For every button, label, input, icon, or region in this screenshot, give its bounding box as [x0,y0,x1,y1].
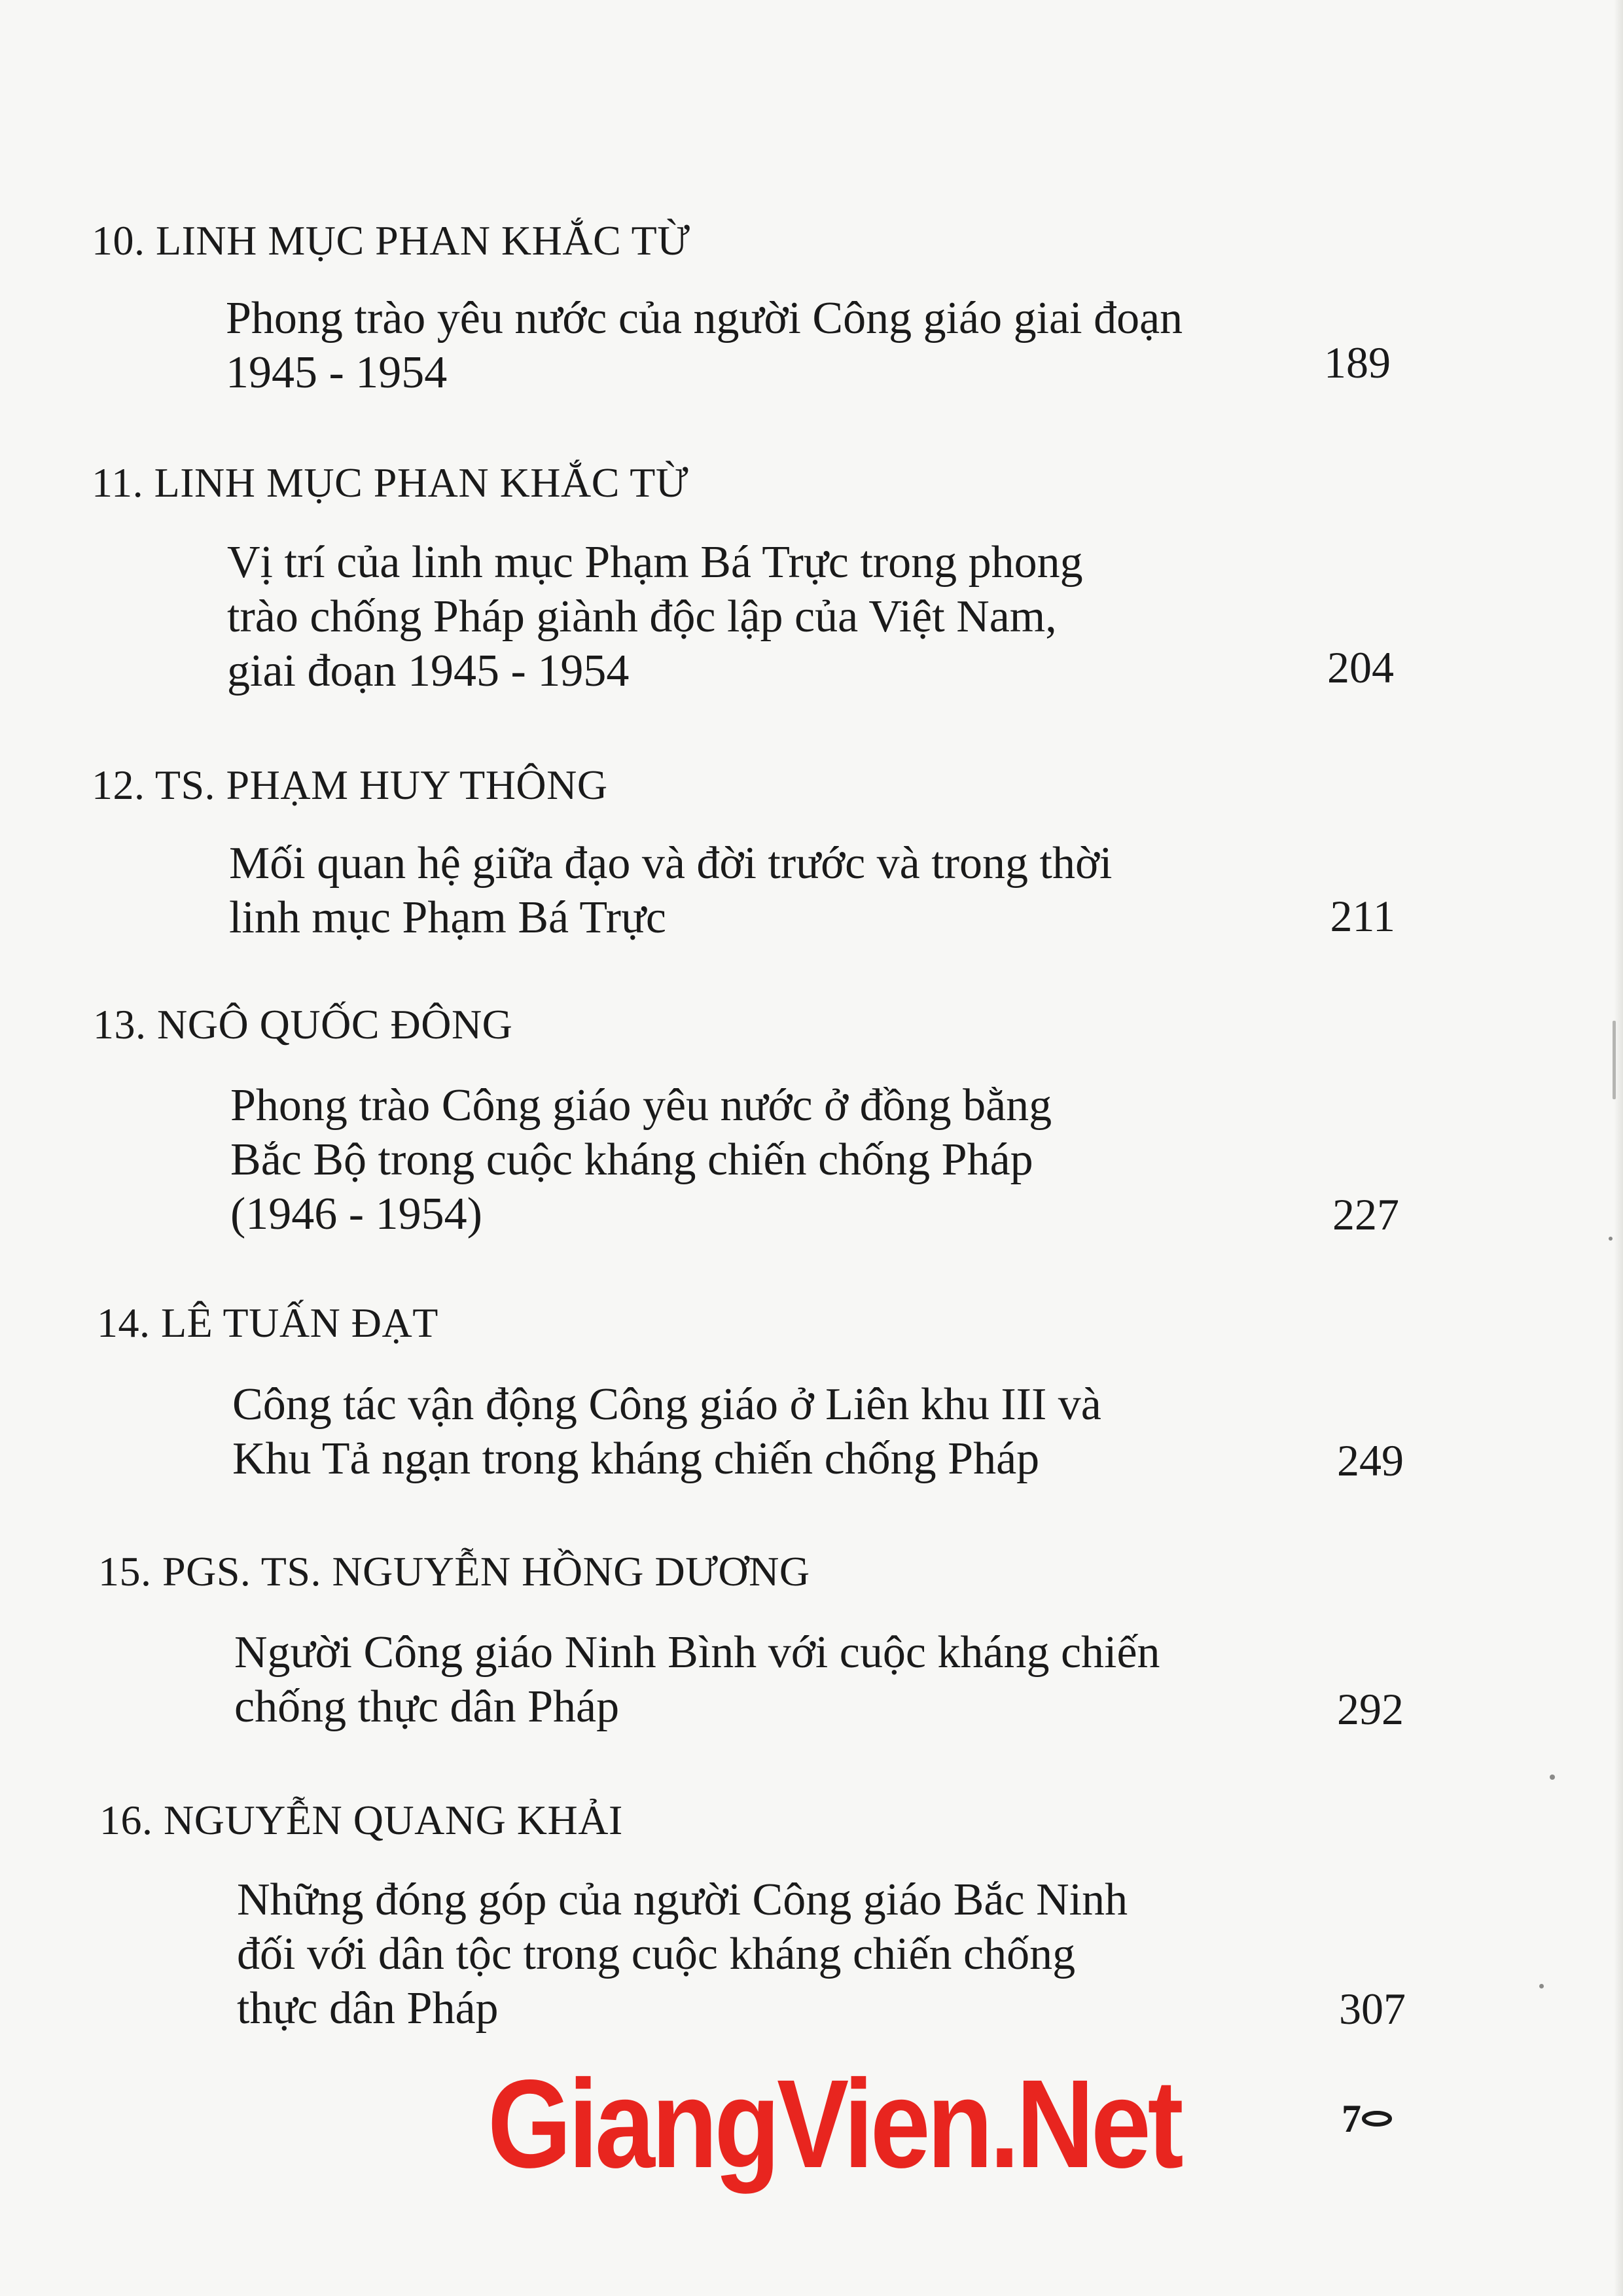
entry-page-number: 227 [1332,1190,1399,1239]
title-line: chống thực dân Pháp [234,1682,620,1732]
scan-artifact [1609,1237,1613,1241]
title-line: Khu Tả ngạn trong kháng chiến chống Pháp [232,1434,1040,1484]
title-line: giai đoạn 1945 - 1954 [227,646,630,696]
entry-author: 10. LINH MỤC PHAN KHẮC TỪ [92,217,690,264]
scan-artifact [1613,1021,1616,1099]
entry-author: 15. PGS. TS. NGUYỄN HỒNG DƯƠNG [98,1548,810,1595]
entry-author: 14. LÊ TUẤN ĐẠT [97,1299,438,1346]
title-line: đối với dân tộc trong cuộc kháng chiến chống [237,1929,1076,1979]
entry-author: 12. TS. PHẠM HUY THÔNG [92,762,608,808]
title-line: Những đóng góp của người Công giáo Bắc Ninh [237,1875,1128,1925]
title-line: trào chống Pháp giành độc lập của Việt Nam, [227,592,1057,642]
title-line: Công tác vận động Công giáo ở Liên khu III và [232,1379,1101,1430]
title-line: thực dân Pháp [237,1983,499,2034]
entry-author: 13. NGÔ QUỐC ĐÔNG [93,1001,513,1048]
watermark-logo: GiangVien.Net [488,2053,1181,2194]
entry-page-number: 204 [1327,643,1394,692]
scan-artifact [1550,1775,1555,1780]
title-line: Người Công giáo Ninh Bình với cuộc kháng chiến [234,1627,1160,1678]
title-line: Bắc Bộ trong cuộc kháng chiến chống Pháp [230,1135,1033,1185]
entry-title [230,1078,1205,1241]
scan-artifact [1539,1984,1544,1988]
entry-title [234,1625,1209,1734]
folio-number: 7 [1342,2097,1361,2140]
entry-page-number: 189 [1324,338,1391,387]
entry-title [237,1873,1212,2036]
entry-title [232,1377,1207,1486]
entry-title [229,836,1204,945]
title-line: Phong trào yêu nước của người Công giáo giai đoạn [226,293,1183,344]
entry-author: 11. LINH MỤC PHAN KHẮC TỪ [92,459,688,506]
title-line: (1946 - 1954) [230,1189,482,1239]
title-line: Phong trào Công giáo yêu nước ở đồng bằng [230,1080,1052,1131]
folio-mark-icon [1359,2108,1395,2129]
title-line: linh mục Phạm Bá Trực [229,892,666,943]
entry-page-number: 211 [1330,891,1395,941]
title-line: Vị trí của linh mục Phạm Bá Trực trong phong [227,537,1083,588]
entry-page-number: 292 [1337,1684,1404,1734]
title-line: 1945 - 1954 [226,347,448,398]
page-edge-shadow [1614,0,1623,2296]
folio-page-number [1342,2099,1395,2138]
entry-page-number: 249 [1337,1436,1404,1485]
entry-title [227,535,1202,698]
entry-page-number: 307 [1339,1984,1406,2034]
entry-title [226,291,1201,400]
entry-author: 16. NGUYỄN QUANG KHẢI [99,1797,623,1843]
title-line: Mối quan hệ giữa đạo và đời trước và trong thời [229,838,1113,889]
